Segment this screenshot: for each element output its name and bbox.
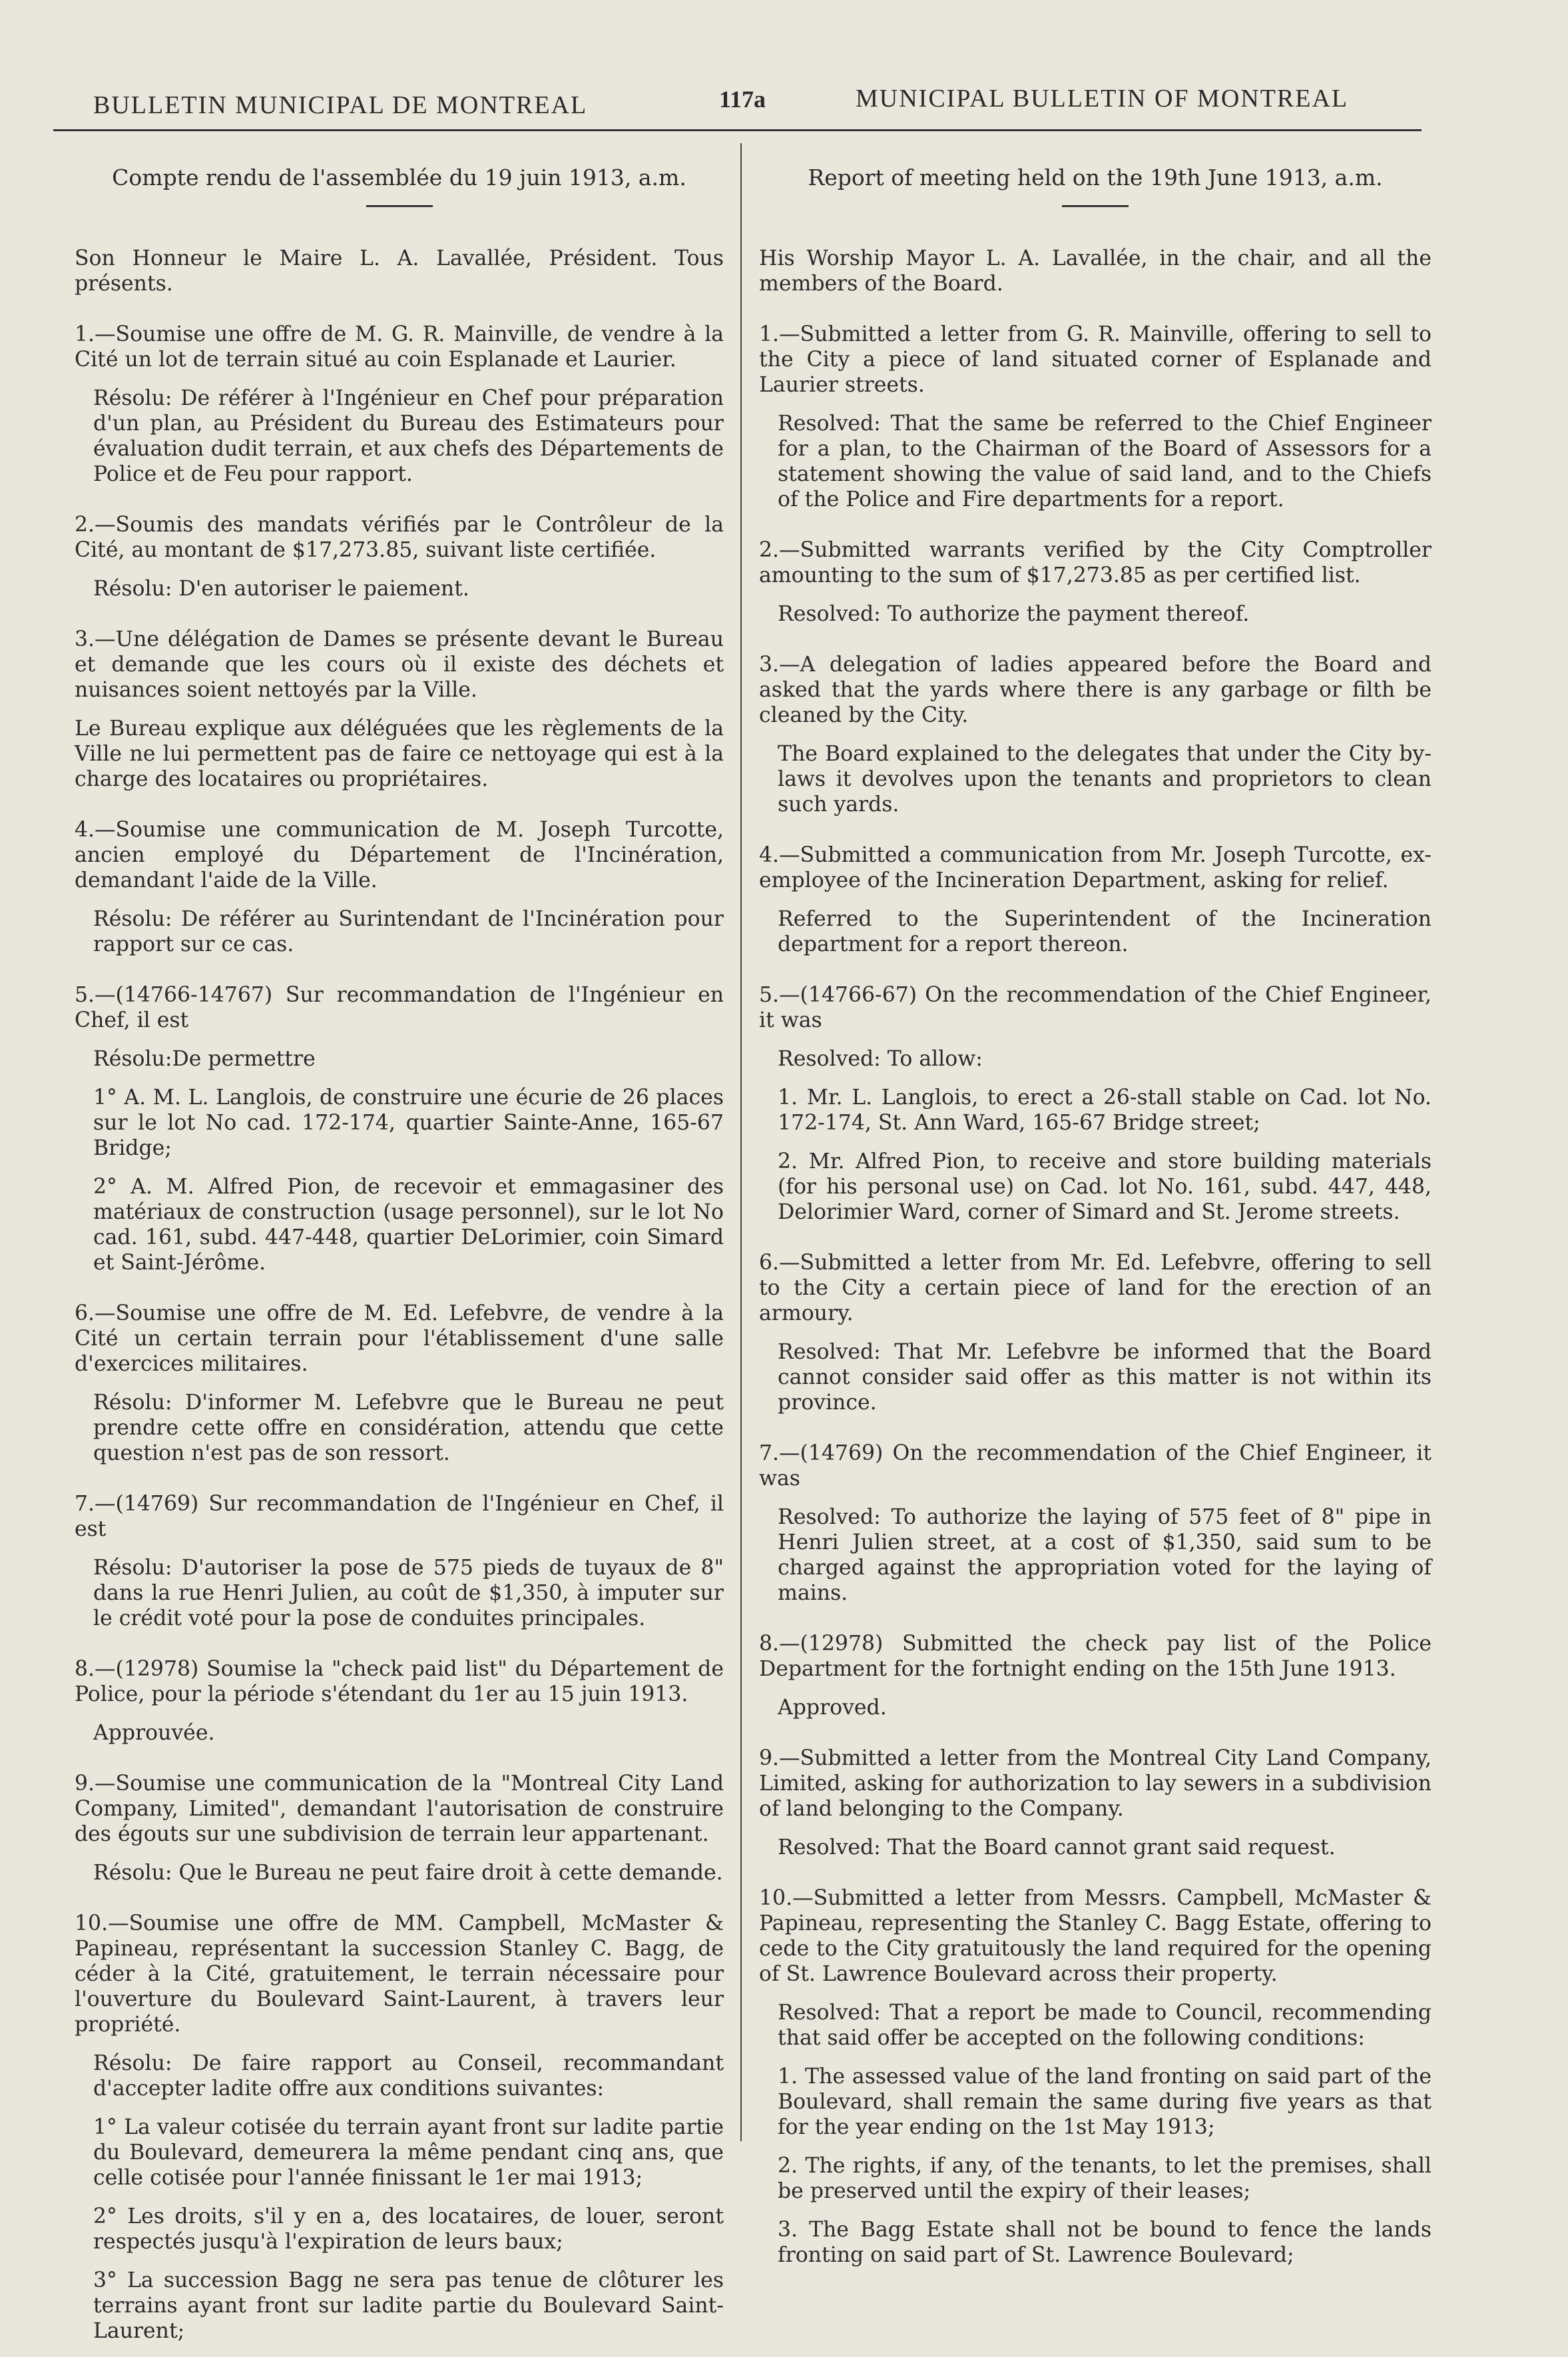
en-paragraph: His Worship Mayor L. A. Lavallée, in the chair, and all the members of the Board. bbox=[759, 246, 1432, 296]
en-paragraph: 2. Mr. Alfred Pion, to receive and store building materials (for his personal use) on Cad. lot No. 161, subd. 447, 448, Delorimier Ward, corner of Simard and St. Jerome streets. bbox=[778, 1150, 1432, 1224]
en-paragraph: 6.—Submitted a letter from Mr. Ed. Lefebvre, offering to sell to the City a certain piece of land for the erection of an armoury. bbox=[759, 1251, 1432, 1325]
fr-paragraph: Le Bureau explique aux déléguées que les règlements de la Ville ne lui permettent pas de faire ce nettoyage qui est à la charge des locataires ou propriétaires. bbox=[75, 717, 724, 791]
english-report-title: Report of meeting held on the 19th June 1913, a.m. bbox=[808, 165, 1383, 190]
fr-paragraph: Résolu: De référer au Surintendant de l'Incinération pour rapport sur ce cas. bbox=[93, 907, 724, 956]
english-column bbox=[759, 160, 1432, 2281]
en-paragraph: Resolved: To authorize the payment thereof. bbox=[778, 602, 1250, 626]
en-paragraph: Resolved: That the same be referred to the Chief Engineer for a plan, to the Chairman of the Board of Assessors for a statement showing the value of said land, and to the Chiefs of the Police and Fire departments for a report. bbox=[778, 412, 1432, 511]
fr-paragraph: Résolu: Que le Bureau ne peut faire droit à cette demande. bbox=[93, 1861, 723, 1885]
fr-paragraph: Résolu:De permettre bbox=[93, 1047, 316, 1071]
en-paragraph: 5.—(14766-67) On the recommendation of the Chief Engineer, it was bbox=[759, 983, 1432, 1032]
fr-paragraph: Résolu: De faire rapport au Conseil, recommandant d'accepter ladite offre aux conditions suivantes: bbox=[93, 2051, 724, 2101]
fr-paragraph: 8.—(12978) Soumise la "check paid list" du Département de Police, pour la période s'étendant du 1er au 15 juin 1913. bbox=[75, 1657, 724, 1706]
fr-paragraph: 1° La valeur cotisée du terrain ayant front sur ladite partie du Boulevard, demeurera la même pendant cinq ans, que celle cotisée pour l'année finissant le 1er mai 1913; bbox=[93, 2115, 724, 2190]
column-divider bbox=[740, 143, 742, 2141]
en-paragraph: 1. The assessed value of the land fronting on said part of the Boulevard, shall remain the same during five years as that for the year ending on the 1st May 1913; bbox=[778, 2065, 1432, 2139]
en-paragraph: 1. Mr. L. Langlois, to erect a 26-stall stable on Cad. lot No. 172-174, St. Ann Ward, 165-67 Bridge street; bbox=[778, 1086, 1432, 1135]
fr-paragraph: 3° La succession Bagg ne sera pas tenue de clôturer les terrains ayant front sur ladite partie du Boulevard Saint-Laurent; bbox=[93, 2268, 724, 2343]
en-paragraph: Approved. bbox=[778, 1696, 887, 1720]
fr-paragraph: 2° A. M. Alfred Pion, de recevoir et emmagasiner des matériaux de construction (usage personnel), sur le lot No cad. 161, subd. 447-448, quartier DeLorimier, coin Simard et Saint-Jérôme. bbox=[93, 1175, 724, 1275]
french-report-title: Compte rendu de l'assemblée du 19 juin 1913, a.m. bbox=[112, 165, 686, 190]
fr-paragraph: 2° Les droits, s'il y en a, des locataires, de louer, seront respectés jusqu'à l'expiration de leurs baux; bbox=[93, 2204, 724, 2254]
en-paragraph: The Board explained to the delegates that under the City by-laws it devolves upon the tenants and proprietors to clean such yards. bbox=[778, 742, 1432, 817]
en-paragraph: 10.—Submitted a letter from Messrs. Campbell, McMaster & Papineau, representing the Stanley C. Bagg Estate, offering to cede to the City gratuitously the land required for the opening of St. Lawrence Boulevard across their property. bbox=[759, 1886, 1432, 1986]
en-paragraph: Resolved: That a report be made to Council, recommending that said offer be accepted on the following conditions: bbox=[778, 2001, 1432, 2050]
fr-paragraph: Résolu: De référer à l'Ingénieur en Chef pour préparation d'un plan, au Président du Bureau des Estimateurs pour évaluation dudit terrain, et aux chefs des Départements de Police et de Feu pour rapport. bbox=[93, 386, 724, 486]
en-paragraph: Resolved: To allow: bbox=[778, 1047, 983, 1071]
fr-paragraph: 9.—Soumise une communication de la "Montreal City Land Company, Limited", demandant l'autorisation de construire des égouts sur une subdivision de terrain leur appartenant. bbox=[75, 1772, 724, 1846]
fr-paragraph: Approuvée. bbox=[93, 1721, 215, 1745]
en-paragraph: 1.—Submitted a letter from G. R. Mainville, offering to sell to the City a piece of land situated corner of Esplanade and Laurier streets. bbox=[759, 322, 1432, 397]
en-paragraph: Referred to the Superintendent of the Incineration department for a report thereon. bbox=[778, 907, 1432, 956]
en-paragraph: 7.—(14769) On the recommendation of the Chief Engineer, it was bbox=[759, 1441, 1432, 1491]
header-title-english: MUNICIPAL BULLETIN OF MONTREAL bbox=[856, 85, 1349, 113]
fr-paragraph: 4.—Soumise une communication de M. Joseph Turcotte, ancien employé du Département de l'Incinération, demandant l'aide de la Ville. bbox=[75, 818, 724, 892]
fr-paragraph: 5.—(14766-14767) Sur recommandation de l'Ingénieur en Chef, il est bbox=[75, 983, 724, 1032]
fr-paragraph: Son Honneur le Maire L. A. Lavallée, Président. Tous présents. bbox=[75, 246, 724, 296]
en-paragraph: 4.—Submitted a communication from Mr. Joseph Turcotte, ex-employee of the Incineration Department, asking for relief. bbox=[759, 843, 1432, 892]
en-paragraph: 2. The rights, if any, of the tenants, to let the premises, shall be preserved until the expiry of their leases; bbox=[778, 2154, 1432, 2203]
fr-paragraph: Résolu: D'informer M. Lefebvre que le Bureau ne peut prendre cette offre en considération, attendu que cette question n'est pas de son ressort. bbox=[93, 1391, 724, 1465]
fr-paragraph: 1° A. M. L. Langlois, de construire une écurie de 26 places sur le lot No cad. 172-174, quartier Sainte-Anne, 165-67 Bridge; bbox=[93, 1086, 724, 1160]
en-paragraph: 3.—A delegation of ladies appeared before the Board and asked that the yards where there is any garbage or filth be cleaned by the City. bbox=[759, 653, 1432, 727]
en-paragraph: Resolved: That Mr. Lefebvre be informed that the Board cannot consider said offer as this matter is not within its province. bbox=[778, 1340, 1432, 1415]
fr-paragraph: 2.—Soumis des mandats vérifiés par le Contrôleur de la Cité, au montant de $17,273.85, suivant liste certifiée. bbox=[75, 513, 724, 562]
en-paragraph: 2.—Submitted warrants verified by the City Comptroller amounting to the sum of $17,273.85 as per certified list. bbox=[759, 538, 1432, 587]
fr-paragraph: 1.—Soumise une offre de M. G. R. Mainville, de vendre à la Cité un lot de terrain situé au coin Esplanade et Laurier. bbox=[75, 322, 724, 372]
fr-paragraph: Résolu: D'en autoriser le paiement. bbox=[93, 577, 469, 601]
en-paragraph: Resolved: To authorize the laying of 575 feet of 8" pipe in Henri Julien street, at a cost of $1,350, said sum to be charged against the appropriation voted for the laying of mains. bbox=[778, 1505, 1432, 1605]
en-paragraph: 3. The Bagg Estate shall not be bound to fence the lands fronting on said part of St. Lawrence Boulevard; bbox=[778, 2218, 1432, 2267]
en-paragraph: Resolved: That the Board cannot grant said request. bbox=[778, 1836, 1336, 1859]
french-column bbox=[75, 160, 724, 2357]
fr-paragraph: 3.—Une délégation de Dames se présente devant le Bureau et demande que les cours où il existe des déchets et nuisances soient nettoyés par la Ville. bbox=[75, 627, 724, 702]
en-paragraph: 8.—(12978) Submitted the check pay list of the Police Department for the fortnight ending on the 15th June 1913. bbox=[759, 1632, 1432, 1681]
header-title-french: BULLETIN MUNICIPAL DE MONTREAL bbox=[93, 91, 588, 119]
fr-paragraph: 6.—Soumise une offre de M. Ed. Lefebvre, de vendre à la Cité un certain terrain pour l'établissement d'une salle d'exercices militaires. bbox=[75, 1301, 724, 1376]
page-header bbox=[53, 79, 1425, 119]
fr-paragraph: 10.—Soumise une offre de MM. Campbell, McMaster & Papineau, représentant la succession Stanley C. Bagg, de céder à la Cité, gratuitement, le terrain nécessaire pour l'ouverture du Boulevard Saint-Laurent, à travers leur propriété. bbox=[75, 1911, 724, 2037]
en-paragraph: 9.—Submitted a letter from the Montreal City Land Company, Limited, asking for authorization to lay sewers in a subdivision of land belonging to the Company. bbox=[759, 1746, 1432, 1821]
page-number: 117a bbox=[719, 86, 766, 113]
fr-paragraph: Résolu: D'autoriser la pose de 575 pieds de tuyaux de 8" dans la rue Henri Julien, au coût de $1,350, à imputer sur le crédit voté pour la pose de conduites principales. bbox=[93, 1556, 724, 1630]
header-rule bbox=[53, 129, 1422, 131]
english-title-rule bbox=[1062, 205, 1129, 207]
fr-paragraph: 7.—(14769) Sur recommandation de l'Ingénieur en Chef, il est bbox=[75, 1492, 724, 1541]
french-title-rule bbox=[366, 205, 433, 207]
